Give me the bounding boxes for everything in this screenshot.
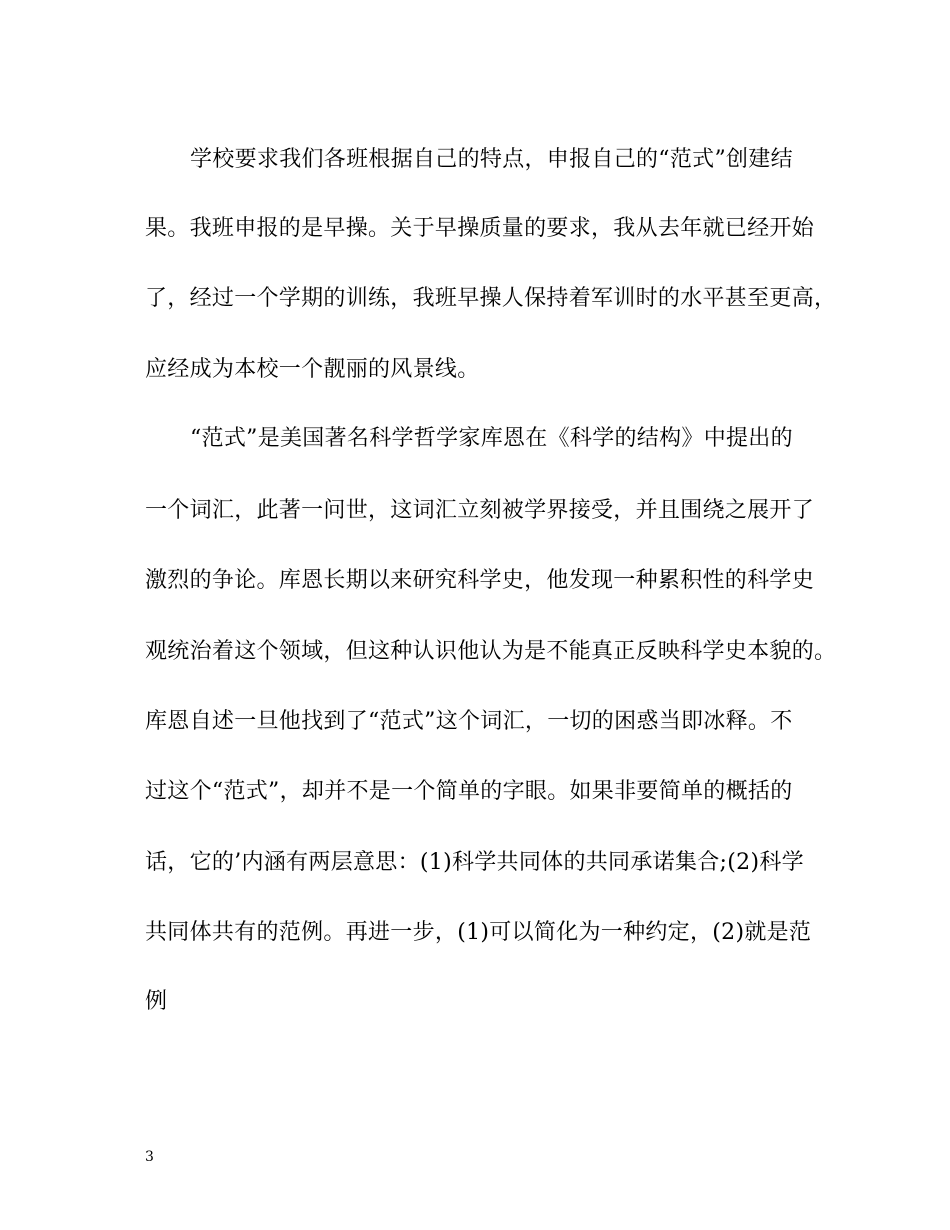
paragraph-2-line-7: 话，它的’内涵有两层意思：(1)科学共同体的共同承诺集合;(2)科学 — [145, 850, 804, 875]
paragraph-2-line-6: 过这个“范式”，却并不是一个简单的字眼。如果非要简单的概括的 — [145, 779, 793, 804]
paragraph-2-line-5: 库恩自述一旦他找到了“范式”这个词汇，一切的困惑当即冰释。不 — [145, 709, 793, 734]
paragraph-2-line-4: 观统治着这个领域，但这种认识他认为是不能真正反映科学史本貌的。 — [145, 639, 837, 664]
paragraph-1-line-4: 应经成为本校一个靓丽的风景线。 — [145, 357, 480, 382]
page-number: 3 — [145, 1149, 154, 1165]
paragraph-1-line-2: 果。我班申报的是早操。关于早操质量的要求，我从去年就已经开始 — [145, 216, 815, 241]
paragraph-2-line-1: “范式”是美国著名科学哲学家库恩在《科学的结构》中提出的 — [190, 426, 793, 451]
paragraph-1-line-1: 学校要求我们各班根据自己的特点，申报自己的“范式”创建结 — [190, 147, 793, 172]
paragraph-2-line-3: 激烈的争论。库恩长期以来研究科学史，他发现一种累积性的科学史 — [145, 568, 815, 593]
paragraph-2-line-8: 共同体共有的范例。再进一步，(1)可以简化为一种约定，(2)就是范 — [145, 920, 812, 945]
paragraph-2-line-9: 例 — [145, 989, 168, 1014]
paragraph-2-line-2: 一个词汇，此著一问世，这词汇立刻被学界接受，并且围绕之展开了 — [145, 498, 815, 523]
paragraph-1-line-3: 了，经过一个学期的训练，我班早操人保持着军训时的水平甚至更高， — [145, 286, 837, 311]
